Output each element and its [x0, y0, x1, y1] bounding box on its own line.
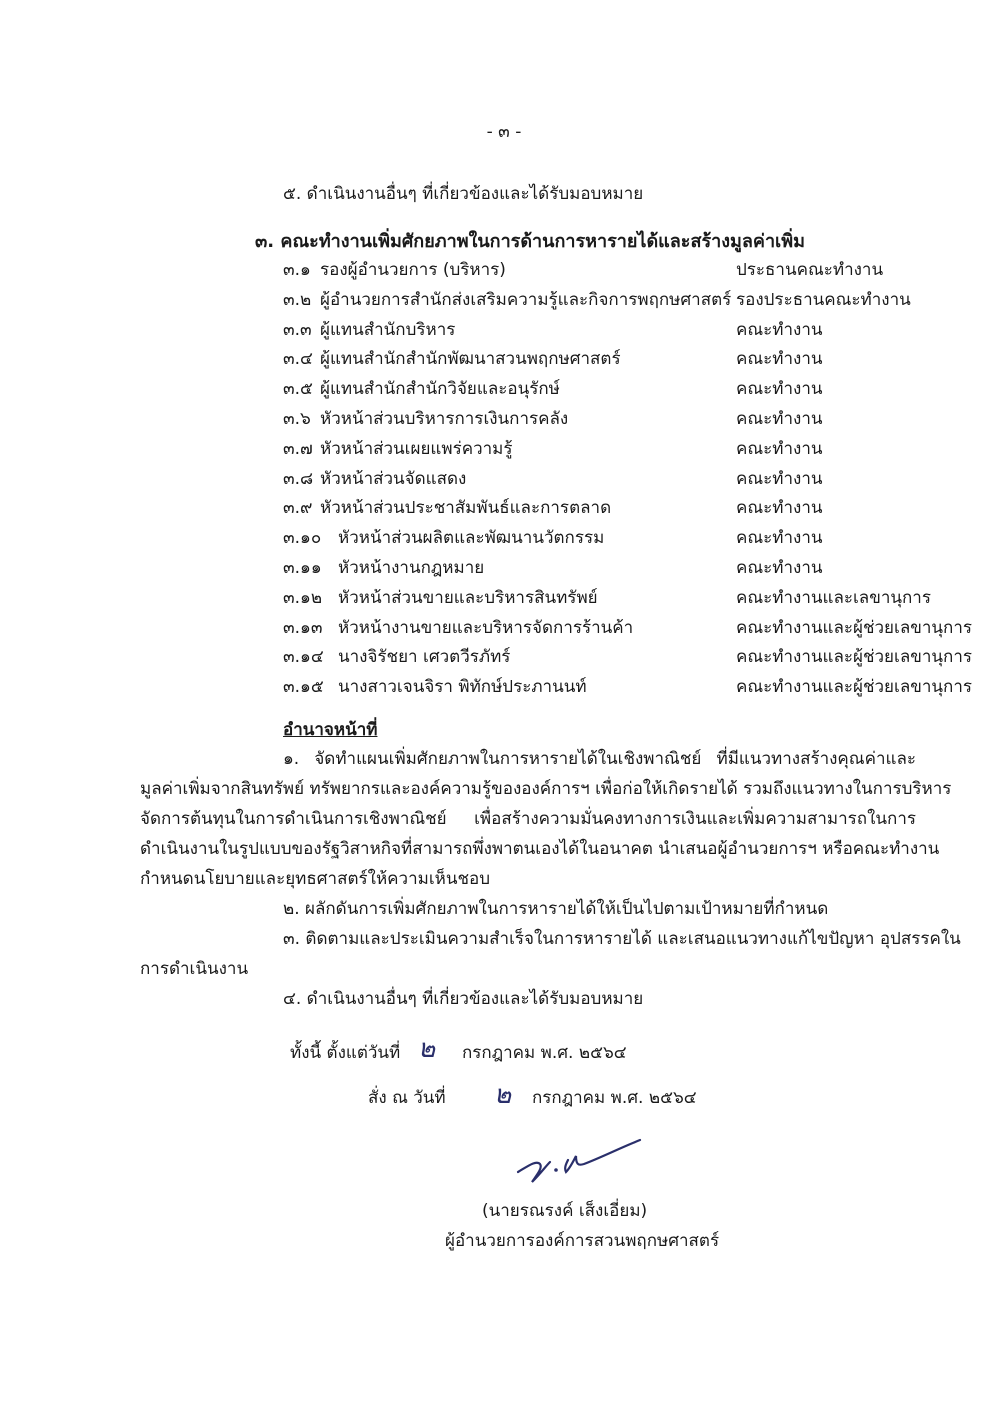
duty-2: ๒. ผลักดันการเพิ่มศักยภาพในการหารายได้ให้เป็นไปตามเป้าหมายที่กำหนด: [283, 899, 829, 919]
member-role: คณะทำงาน: [736, 558, 823, 578]
duty-4: ๔. ดำเนินงานอื่นๆ ที่เกี่ยวข้องและได้รับมอบหมาย: [283, 989, 644, 1009]
duty-3-line-2: การดำเนินงาน: [140, 959, 249, 979]
member-name: ผู้แทนสำนักสำนักพัฒนาสวนพฤกษศาสตร์: [320, 349, 621, 370]
member-row: [0, 347, 1008, 377]
member-row: [0, 377, 1008, 407]
member-name: ผู้แทนสำนักสำนักวิจัยและอนุรักษ์: [320, 379, 560, 400]
member-name: หัวหน้าส่วนเผยแพร่ความรู้: [320, 438, 513, 459]
effective-date-prefix: ทั้งนี้ ตั้งแต่วันที่: [290, 1043, 401, 1063]
member-role: คณะทำงานและเลขานุการ: [736, 587, 931, 608]
member-row: [0, 437, 1008, 467]
member-number: ๓.๑๕: [283, 677, 324, 698]
duty-1-line-5: กำหนดนโยบายและยุทธศาสตร์ให้ความเห็นชอบ: [140, 869, 491, 889]
member-row: [0, 526, 1008, 556]
member-role: คณะทำงานและผู้ช่วยเลขานุการ: [736, 647, 972, 668]
ordered-date-rest: กรกฎาคม พ.ศ. ๒๕๖๔: [532, 1088, 697, 1108]
member-name: หัวหน้าส่วนขายและบริหารสินทรัพย์: [338, 587, 598, 608]
member-role: ประธานคณะทำงาน: [736, 260, 884, 280]
member-name: รองผู้อำนวยการ (บริหาร): [320, 260, 506, 280]
committee-heading: ๓. คณะทำงานเพิ่มศักยภาพในการด้านการหารายได้และสร้างมูลค่าเพิ่ม: [255, 231, 805, 252]
ordered-date-day: ๒: [494, 1080, 512, 1110]
member-number: ๓.๑๐: [283, 528, 322, 549]
member-row: [0, 556, 1008, 586]
member-role: คณะทำงาน: [736, 409, 823, 429]
duty-1-line-4: ดำเนินงานในรูปแบบของรัฐวิสาหกิจที่สามารถพึ่งพาตนเองได้ในอนาคต นำเสนอผู้อำนวยการฯ หรือคณะทำงาน: [140, 839, 940, 859]
member-role: คณะทำงาน: [736, 349, 823, 370]
duty-1-line-1: ๑. จัดทำแผนเพิ่มศักยภาพในการหารายได้ในเชิงพาณิชย์ ที่มีแนวทางสร้างคุณค่าและ: [283, 749, 916, 769]
member-role: รองประธานคณะทำงาน: [736, 289, 911, 310]
member-name: หัวหน้าส่วนประชาสัมพันธ์และการตลาด: [320, 498, 612, 519]
member-name: หัวหน้าส่วนจัดแสดง: [320, 468, 467, 489]
member-number: ๓.๔: [283, 349, 313, 370]
member-name: หัวหน้างานกฎหมาย: [338, 558, 485, 578]
previous-item-5: ๕. ดำเนินงานอื่นๆ ที่เกี่ยวข้องและได้รับมอบหมาย: [283, 184, 644, 204]
member-row: [0, 645, 1008, 675]
member-row: [0, 407, 1008, 437]
member-name: นางจิรัชยา เศวตวีรภัทร์: [338, 647, 511, 668]
duties-heading: อำนาจหน้าที่: [283, 720, 378, 740]
member-number: ๓.๖: [283, 409, 311, 429]
member-name: นางสาวเจนจิรา พิทักษ์ประภานนท์: [338, 677, 587, 698]
member-number: ๓.๓: [283, 319, 312, 340]
member-row: [0, 675, 1008, 705]
member-role: คณะทำงาน: [736, 528, 823, 549]
member-row: [0, 258, 1008, 288]
member-role: คณะทำงาน: [736, 498, 823, 519]
duty-1-line-2: มูลค่าเพิ่มจากสินทรัพย์ ทรัพยากรและองค์ความรู้ขององค์การฯ เพื่อก่อให้เกิดรายได้ รวมถึงแนวทางในการบริหาร: [140, 779, 952, 799]
member-number: ๓.๑๑: [283, 558, 322, 578]
member-row: [0, 318, 1008, 348]
signature-mark: [510, 1130, 650, 1190]
member-row: [0, 616, 1008, 646]
duty-1-line-3: จัดการต้นทุนในการดำเนินการเชิงพาณิชย์ เพื่อสร้างความมั่นคงทางการเงินและเพิ่มความสามารถในการ: [140, 809, 916, 829]
member-role: คณะทำงาน: [736, 438, 823, 459]
member-role: คณะทำงาน: [736, 319, 823, 340]
ordered-date-prefix: สั่ง ณ วันที่: [368, 1088, 446, 1108]
page-number: - ๓ -: [486, 122, 522, 142]
member-number: ๓.๑๒: [283, 587, 323, 608]
member-row: [0, 586, 1008, 616]
member-name: ผู้แทนสำนักบริหาร: [320, 319, 456, 340]
member-number: ๓.๑: [283, 260, 311, 280]
member-number: ๓.๑๓: [283, 617, 323, 638]
duty-3-line-1: ๓. ติดตามและประเมินความสำเร็จในการหารายได้ และเสนอแนวทางแก้ไขปัญหา อุปสรรคใน: [283, 929, 961, 949]
member-row: [0, 288, 1008, 318]
member-number: ๓.๙: [283, 498, 313, 519]
member-role: คณะทำงานและผู้ช่วยเลขานุการ: [736, 677, 972, 698]
member-number: ๓.๑๔: [283, 647, 324, 668]
signer-name: (นายรณรงค์ เส็งเอี่ยม): [482, 1201, 648, 1221]
member-name: หัวหน้างานขายและบริหารจัดการร้านค้า: [338, 617, 634, 638]
member-name: หัวหน้าส่วนผลิตและพัฒนานวัตกรรม: [338, 528, 605, 549]
signer-position: ผู้อำนวยการองค์การสวนพฤกษศาสตร์: [445, 1231, 720, 1251]
member-number: ๓.๒: [283, 289, 312, 310]
member-row: [0, 467, 1008, 497]
member-row: [0, 496, 1008, 526]
member-number: ๓.๗: [283, 438, 313, 459]
member-role: คณะทำงาน: [736, 379, 823, 400]
member-number: ๓.๘: [283, 468, 314, 489]
member-role: คณะทำงาน: [736, 468, 823, 489]
member-name: ผู้อำนวยการสำนักส่งเสริมความรู้และกิจการพฤกษศาสตร์: [320, 289, 732, 310]
member-number: ๓.๕: [283, 379, 313, 400]
member-name: หัวหน้าส่วนบริหารการเงินการคลัง: [320, 409, 569, 429]
effective-date-day: ๒: [418, 1034, 436, 1064]
effective-date-rest: กรกฎาคม พ.ศ. ๒๕๖๔: [462, 1043, 627, 1063]
member-role: คณะทำงานและผู้ช่วยเลขานุการ: [736, 617, 972, 638]
